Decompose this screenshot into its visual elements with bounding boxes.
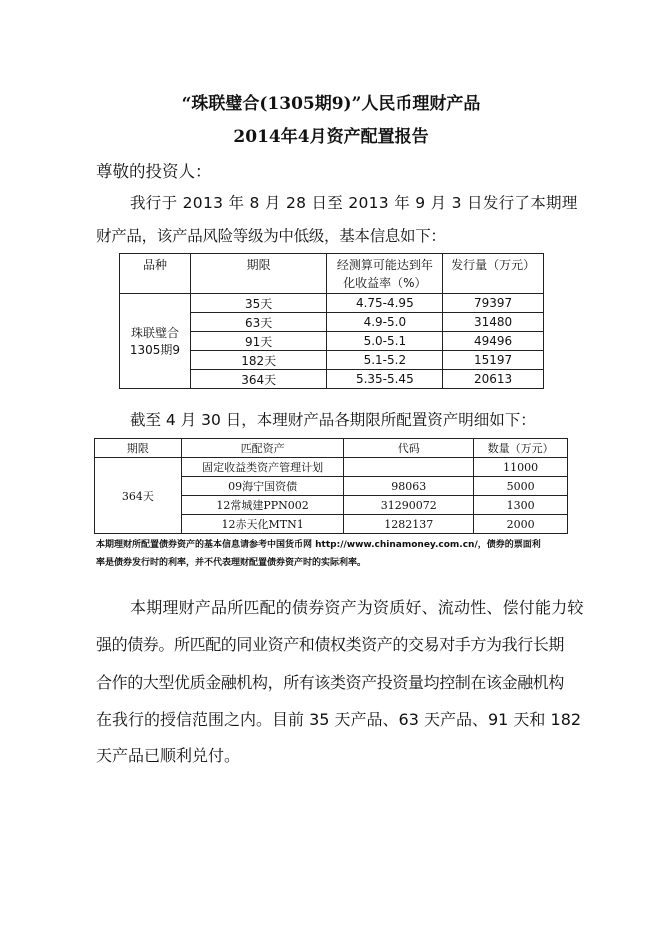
- cell: 12常城建PPN002: [181, 496, 344, 515]
- body-line: 天产品已顺利兑付。: [96, 746, 241, 765]
- cell: 182天: [190, 351, 327, 370]
- section2-intro: 截至 4 月 30 日，本理财产品各期限所配置资产明细如下：: [130, 411, 536, 429]
- product-info-table: [119, 253, 544, 389]
- header-cell: 期限: [190, 254, 327, 294]
- cell: 5000: [474, 477, 568, 496]
- intro-line: 我行于 2013 年 8 月 28 日至 2013 年 9 月 3 日发行了本期理: [130, 194, 578, 212]
- cell: 31480: [443, 313, 544, 332]
- title-line-2: 2014年4月资产配置报告: [233, 127, 429, 147]
- header-cell: 品种: [120, 254, 191, 294]
- cell: 20613: [443, 370, 544, 389]
- cell: 2000: [474, 515, 568, 534]
- greeting: 尊敬的投资人：: [96, 162, 212, 181]
- term-cell: 364天: [95, 458, 182, 534]
- cell: 49496: [443, 332, 544, 351]
- cell: 1300: [474, 496, 568, 515]
- footnote-line: 率是债券发行时的利率，并不代表理财配置债券资产时的实际利率。: [96, 558, 367, 568]
- cell: 31290072: [344, 496, 474, 515]
- table-header-row: [120, 254, 544, 294]
- product-name-cell: 珠联璧合1305期9: [120, 294, 191, 389]
- cell: 11000: [474, 458, 568, 477]
- footnote-line: 本期理财所配置债券资产的基本信息请参考中国货币网 http://www.chinamoney.com.cn/，债券的票面利: [96, 540, 541, 550]
- intro-line: 财产品，该产品风险等级为中低级，基本信息如下：: [96, 227, 446, 245]
- cell: [344, 458, 474, 477]
- cell: 1282137: [344, 515, 474, 534]
- cell: 4.9-5.0: [327, 313, 443, 332]
- cell: 5.1-5.2: [327, 351, 443, 370]
- header-cell: 经测算可能达到年化收益率（%）: [327, 254, 443, 294]
- cell: 5.0-5.1: [327, 332, 443, 351]
- body-line: 本期理财产品所匹配的债券资产为资质好、流动性、偿付能力较: [130, 598, 584, 617]
- table-row: [95, 458, 568, 477]
- cell: 35天: [190, 294, 327, 313]
- cell: 79397: [443, 294, 544, 313]
- header-cell: 期限: [95, 439, 182, 458]
- body-line: 强的债券。所匹配的同业资产和债权类资产的交易对手方为我行长期: [96, 635, 565, 654]
- header-cell: 发行量（万元）: [443, 254, 544, 294]
- header-cell: 代码: [344, 439, 474, 458]
- cell: 12赤天化MTN1: [181, 515, 344, 534]
- cell: 5.35-5.45: [327, 370, 443, 389]
- cell: 09海宁国资债: [181, 477, 344, 496]
- table-header-row: [95, 439, 568, 458]
- header-cell: 匹配资产: [181, 439, 344, 458]
- cell: 98063: [344, 477, 474, 496]
- cell: 63天: [190, 313, 327, 332]
- body-line: 在我行的授信范围之内。目前 35 天产品、63 天产品、91 天和 182: [96, 710, 582, 729]
- body-line: 合作的大型优质金融机构，所有该类资产投资量均控制在该金融机构: [96, 673, 565, 692]
- asset-allocation-table: [94, 438, 568, 534]
- cell: 固定收益类资产管理计划: [181, 458, 344, 477]
- table-row: [120, 294, 544, 313]
- header-cell: 数量（万元）: [474, 439, 568, 458]
- cell: 4.75-4.95: [327, 294, 443, 313]
- cell: 364天: [190, 370, 327, 389]
- cell: 91天: [190, 332, 327, 351]
- title-line-1: “珠联璧合(1305期9)”人民币理财产品: [181, 94, 481, 114]
- cell: 15197: [443, 351, 544, 370]
